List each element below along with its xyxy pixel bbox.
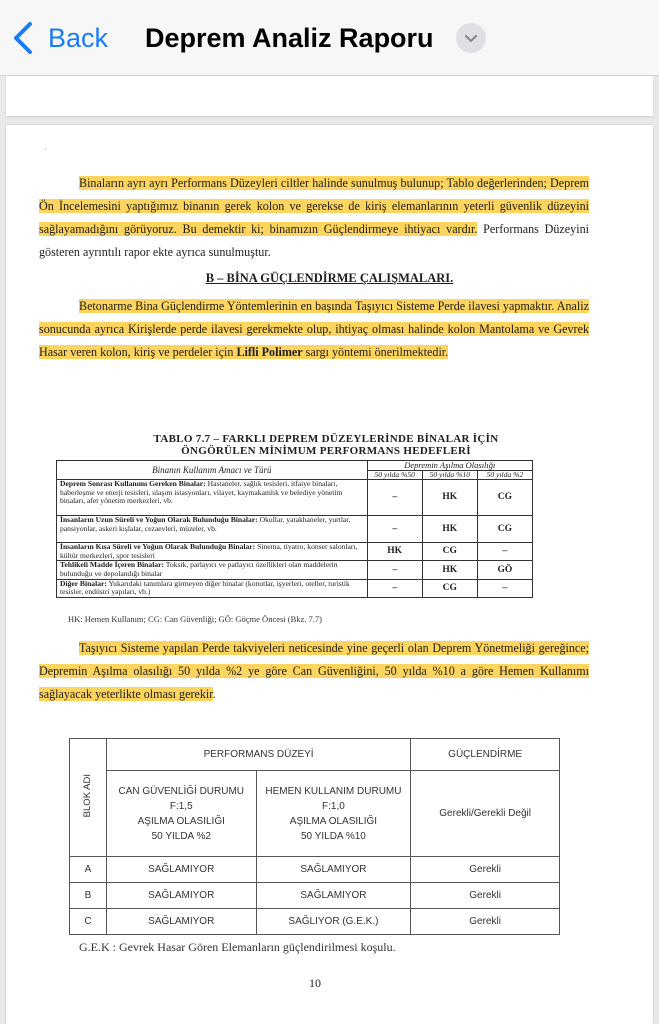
strengthening-header: GÜÇLENDİRME: [411, 739, 560, 771]
row-label: Diğer Binalar: Yukarıdaki tanımlara girmeyen diğer binalar (konutlar, işyerleri, oteller, turistik tesisler, endüstri yapıları, vb.): [57, 579, 368, 597]
column-header: Binanın Kullanım Amacı ve Türü: [57, 461, 368, 480]
row-label: Tehlikeli Madde İçeren Binalar: Toksik, parlayıcı ve patlayıcı özellikleri olan maddelerin bulunduğu ve depolandığı binalar: [57, 561, 368, 579]
paragraph-text: .: [212, 687, 216, 701]
previous-page: [6, 76, 653, 116]
strengthening-subheader: Gerekli/Gerekli Değil: [411, 771, 560, 857]
chevron-down-icon: [464, 34, 478, 43]
column-subheader: 50 yılda %2: [477, 470, 532, 480]
table-7-7-title: [66, 433, 586, 457]
blok-cell: C: [70, 909, 107, 935]
table-row: [70, 883, 560, 909]
immediate-use-cell: SAĞLIYOR (G.E.K.): [256, 909, 411, 935]
cell-value: –: [367, 561, 422, 579]
table-row: [57, 561, 533, 579]
highlighted-text: Binaların ayrı ayrı Performans Düzeyleri ciltler halinde sunulmuş bulunup; Tablo değerlerinden; Deprem Ön İncelemesini yaptığımız binanın gerek kolon ve gerekse de kiriş elemanlarının yeterli güvenlik düzeyini sağlayamadığını görüyoruz. Bu demektir ki; binamızın Güçlendirmeye ihtiyacı vardır.: [39, 176, 589, 236]
cell-value: CG: [477, 516, 532, 543]
cell-value: GÖ: [477, 561, 532, 579]
cell-value: CG: [422, 543, 477, 561]
immediate-use-cell: SAĞLAMIYOR: [256, 883, 411, 909]
bold-term: Lifli Polimer: [236, 345, 303, 359]
back-label: Back: [48, 22, 109, 53]
table-row: [70, 857, 560, 883]
immediate-use-cell: SAĞLAMIYOR: [256, 857, 411, 883]
column-subheader: 50 yılda %50: [367, 470, 422, 480]
strengthening-cell: Gerekli: [411, 883, 560, 909]
table-legend: HK: Hemen Kullanım; CG: Can Güvenliği; GÖ: Göçme Öncesi (Bkz. 7.7): [68, 614, 323, 624]
life-safety-cell: SAĞLAMIYOR: [106, 857, 256, 883]
highlighted-text: [39, 299, 589, 359]
blok-cell: A: [70, 857, 107, 883]
table-row: [70, 909, 560, 935]
blok-cell: B: [70, 883, 107, 909]
table-row: [57, 480, 533, 516]
performance-header: PERFORMANS DÜZEYİ: [106, 739, 410, 771]
paragraph-strengthening: [39, 295, 589, 364]
row-label: İnsanların Uzun Süreli ve Yoğun Olarak Bulunduğu Binalar: Okullar, yatakhaneler, yurtlar, pansiyonlar, askeri kışlalar, cezaevleri, müzeler, vb.: [57, 516, 368, 543]
paragraph-text: sargı yöntemi önerilmektedir.: [302, 345, 449, 359]
page-number: 10: [309, 976, 321, 990]
paragraph-performance: [39, 172, 589, 264]
table-title-line: TABLO 7.7 – FARKLI DEPREM DÜZEYLERİNDE BİNALAR İÇİN: [153, 433, 499, 445]
cell-value: –: [367, 480, 422, 516]
cell-value: HK: [422, 480, 477, 516]
cell-value: CG: [422, 579, 477, 597]
footnote: G.E.K : Gevrek Hasar Gören Elemanların güçlendirilmesi koşulu.: [79, 940, 396, 954]
strengthening-cell: Gerekli: [411, 857, 560, 883]
cell-value: –: [477, 579, 532, 597]
performance-table: [69, 738, 560, 935]
row-label: İnsanların Kısa Süreli ve Yoğun Olarak Bulunduğu Binalar: Sinema, tiyatro, konser salonları, kültür merkezleri, spor tesisleri: [57, 543, 368, 561]
life-safety-header: CAN GÜVENLİĞİ DURUMU F:1,5 AŞILMA OLASILIĞI 50 YILDA %2: [106, 771, 256, 857]
highlighted-text: Taşıyıcı Sisteme yapılan Perde takviyeleri neticesinde yine geçerli olan Deprem Yönetmeliği gereğince; Depremin Aşılma olasılığı 50 yılda %2 ye göre Can Güvenliğini, 50 yılda %10 a göre Hemen Kullanımı sağlayacak yeterlikte olması gerekir: [39, 641, 589, 701]
life-safety-cell: SAĞLAMIYOR: [106, 883, 256, 909]
scan-artifact: ·: [44, 145, 47, 154]
document-title[interactable]: Deprem Analiz Raporu: [145, 23, 434, 53]
strengthening-cell: Gerekli: [411, 909, 560, 935]
column-header: Depremin Aşılma Olasılığı: [367, 461, 532, 471]
navigation-bar: [0, 0, 659, 76]
blok-header: BLOK ADI: [70, 739, 107, 857]
cell-value: –: [367, 579, 422, 597]
cell-value: HK: [422, 516, 477, 543]
back-button[interactable]: [12, 18, 108, 58]
life-safety-cell: SAĞLAMIYOR: [106, 909, 256, 935]
column-subheader: 50 yılda %10: [422, 470, 477, 480]
cell-value: CG: [477, 480, 532, 516]
cell-value: HK: [367, 543, 422, 561]
cell-value: –: [367, 516, 422, 543]
immediate-use-header: HEMEN KULLANIM DURUMU F:1,0 AŞILMA OLASILIĞI 50 YILDA %10: [256, 771, 411, 857]
section-heading: B – BİNA GÜÇLENDİRME ÇALIŞMALARI.: [205, 271, 454, 285]
paragraph-text: Betonarme Bina Güçlendirme Yöntemlerinin en başında Taşıyıcı Sisteme Perde ilavesi yapmaktır. Analiz sonucunda ayrıca Kirişlerde perde ilavesi gerekmekte olup, ihtiyaç olması halinde kolon Mantolama ve Gevrek Hasar veren kolon, kiriş ve perdeler için: [39, 299, 589, 359]
table-row: [57, 579, 533, 597]
cell-value: –: [477, 543, 532, 561]
table-7-7: [56, 460, 533, 598]
table-title-line: ÖNGÖRÜLEN MİNİMUM PERFORMANS HEDEFLERİ: [181, 445, 471, 457]
table-row: [57, 516, 533, 543]
paragraph-text: Performans Düzeyini gösteren ayrıntılı rapor ekte ayrıca sunulmuştur.: [39, 222, 589, 259]
chevron-left-icon: [12, 21, 34, 55]
paragraph-regulation: [39, 637, 589, 706]
document-page: [6, 125, 653, 1024]
cell-value: HK: [422, 561, 477, 579]
title-menu-button[interactable]: [456, 23, 486, 53]
table-row: [57, 543, 533, 561]
row-label: Deprem Sonrası Kullanımı Gereken Binalar: Hastaneler, sağlık tesisleri, itfaiye binaları, haberleşme ve enerji tesisleri, ulaşım istasyonları, vilayet, kaymakamlık ve belediye yönetim binaları, afet yönetim merkezleri, vb.: [57, 480, 368, 516]
